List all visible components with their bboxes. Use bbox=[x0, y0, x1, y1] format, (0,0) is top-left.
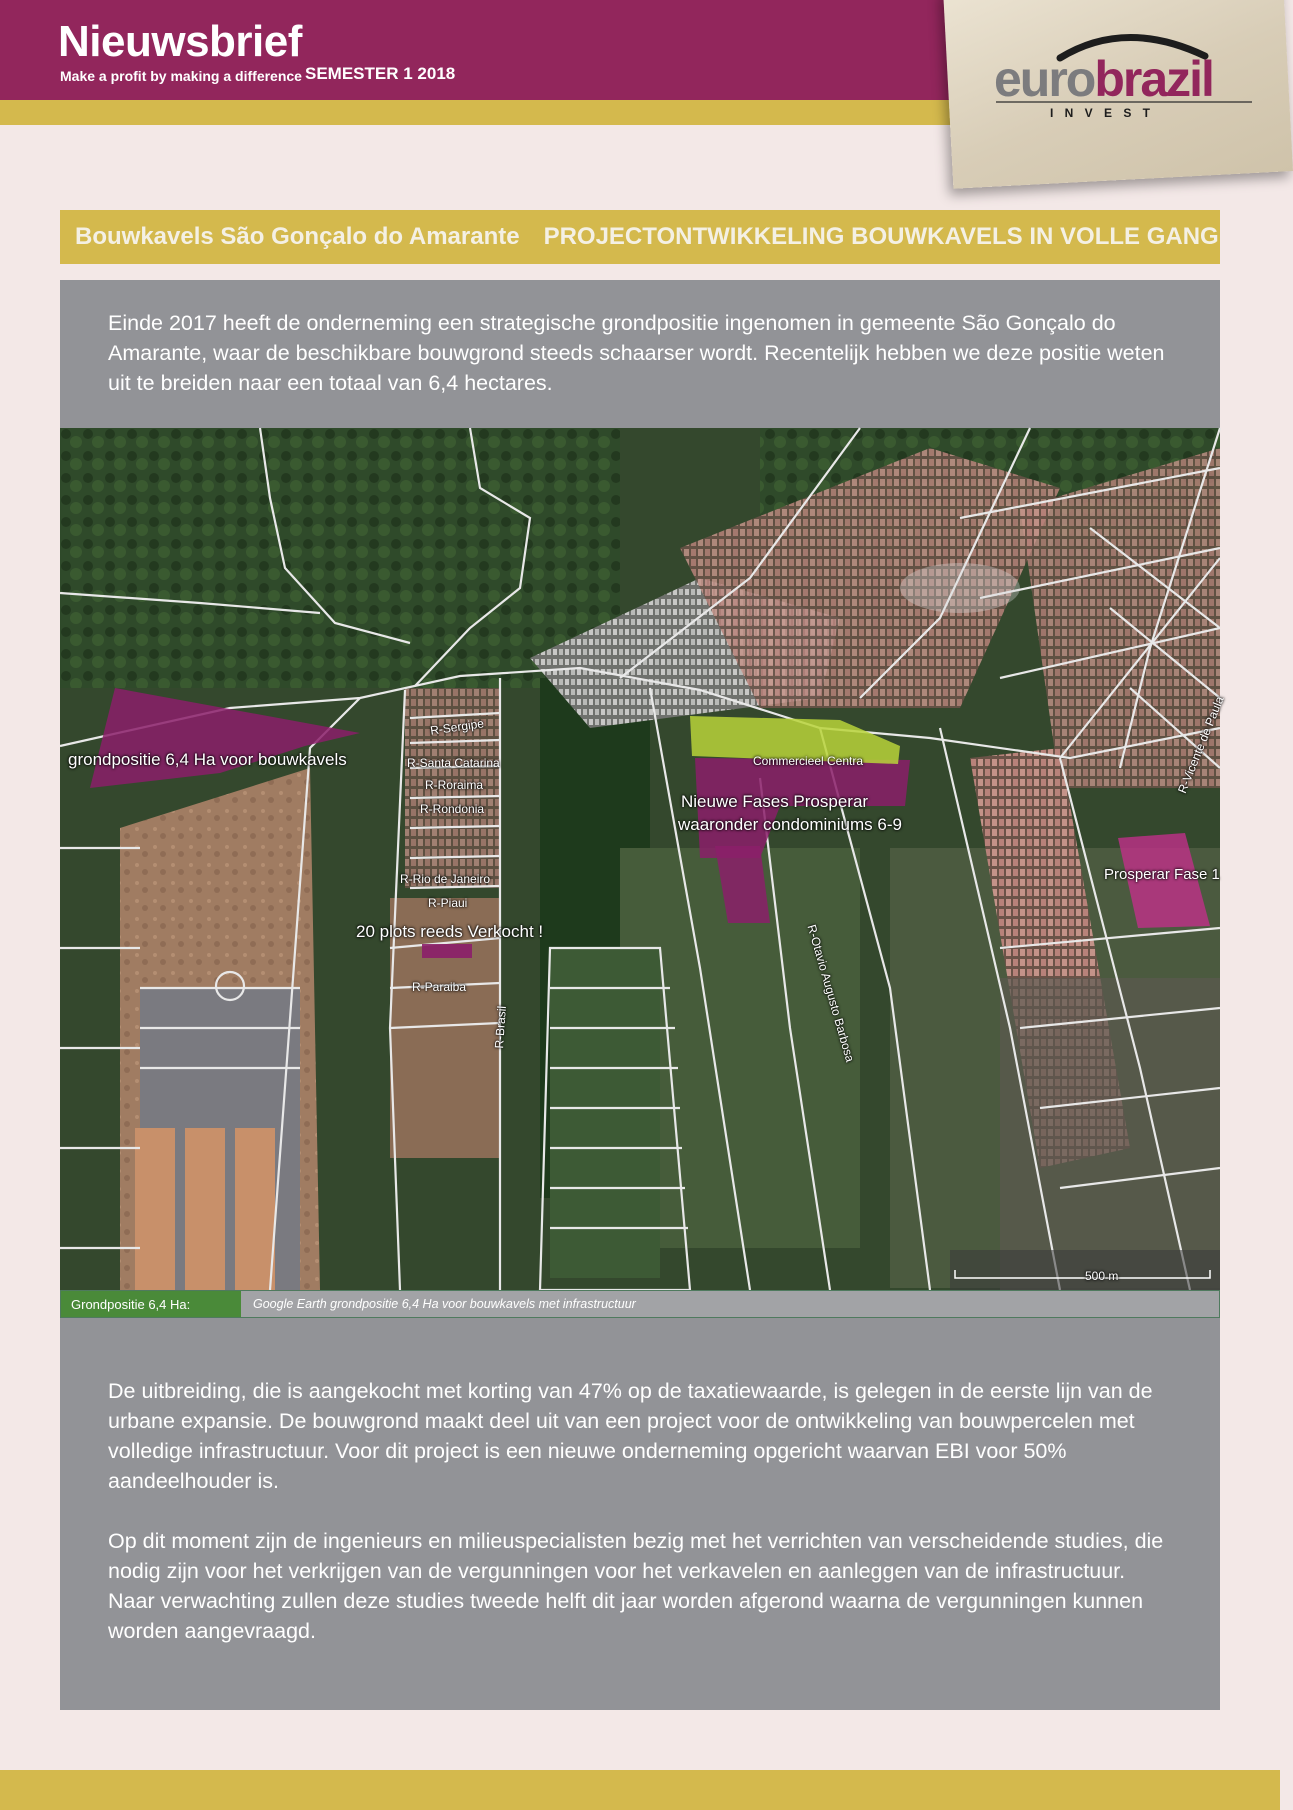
street-otavio-augusto-barbosa: R-Otavio Augusto Barbosa bbox=[804, 923, 858, 1064]
caption-text: Google Earth grondpositie 6,4 Ha voor bouwkavels met infrastructuur bbox=[253, 1297, 636, 1311]
caption-label: Grondpositie 6,4 Ha: bbox=[61, 1291, 241, 1317]
intro-panel bbox=[60, 280, 1220, 428]
eurobrazil-logo bbox=[990, 18, 1260, 128]
logo-brazil-text: brazil bbox=[1094, 51, 1213, 107]
section-title-right: PROJECTONTWIKKELING BOUWKAVELS IN VOLLE GANG bbox=[543, 223, 1219, 250]
street-sergipe: R-Sergipe bbox=[429, 716, 485, 738]
aerial-map-image bbox=[60, 428, 1220, 1290]
header-gold-stripe bbox=[0, 100, 1000, 125]
newsletter-title: Nieuwsbrief bbox=[58, 17, 302, 66]
map-label-fases-1: Nieuwe Fases Prosperar bbox=[681, 792, 869, 811]
street-vicente-de-paula: R-Vicente de Paula bbox=[1175, 694, 1227, 796]
footer-gold-stripe bbox=[0, 1770, 1280, 1810]
body-panel bbox=[60, 1318, 1220, 1710]
section-title-left: Bouwkavels São Gonçalo do Amarante bbox=[75, 223, 520, 250]
map-label-fases-2: waaronder condominiums 6-9 bbox=[678, 815, 902, 834]
logo-euro-text: euro bbox=[994, 51, 1095, 107]
map-label-commercieel: Commercieel Centra bbox=[753, 754, 864, 768]
body-paragraph-1: De uitbreiding, die is aangekocht met korting van 47% op de taxatiewaarde, is gelegen in de eerste lijn van de urbane expansie. De bouwgrond maakt deel uit van een project voor de ontwikkeling van bouwpercelen met volledige infrastructuur. Voor dit project is een nieuwe onderneming opgericht waarvan EBI voor 50% aandeelhouder is. bbox=[108, 1379, 1153, 1493]
section-title-bar bbox=[60, 210, 1220, 264]
aerial-map bbox=[60, 428, 1227, 1290]
map-label-prosperar-fase-1: Prosperar Fase 1 bbox=[1104, 866, 1220, 883]
street-brasil: R-Brasil bbox=[492, 1005, 509, 1049]
body-paragraph-2: Op dit moment zijn de ingenieurs en milieuspecialisten bezig met het verrichten van verscheidende studies, die nodig zijn voor het verkrijgen van de vergunningen voor het verkavelen en aanleggen van de infrastructuur. Naar verwachting zullen deze studies tweede helft dit jaar worden afgerond waarna de vergunningen kunnen worden aangevraagd. bbox=[108, 1529, 1164, 1643]
street-roraima: R-Roraima bbox=[425, 778, 484, 792]
map-label-plots-verkocht: 20 plots reeds Verkocht ! bbox=[356, 922, 544, 941]
map-label-grondpositie: grondpositie 6,4 Ha voor bouwkavels bbox=[68, 750, 347, 769]
logo-invest-text: I N V E S T bbox=[1050, 106, 1155, 120]
street-rondonia: R-Rondonia bbox=[420, 802, 485, 816]
newsletter-tagline: Make a profit by making a difference bbox=[60, 68, 302, 84]
map-scale-label: 500 m bbox=[1085, 1269, 1119, 1283]
street-rio-de-janeiro: R-Rio de Janeiro bbox=[400, 872, 491, 886]
newsletter-semester: SEMESTER 1 2018 bbox=[305, 64, 456, 83]
svg-text:eurobrazil bbox=[994, 51, 1213, 107]
intro-paragraph: Einde 2017 heeft de onderneming een strategische grondpositie ingenomen in gemeente São Gonçalo do Amarante, waar de beschikbare bouwgrond steeds schaarser wordt. Recentelijk hebben we deze positie weten uit te breiden naar een totaal van 6,4 hectares. bbox=[108, 311, 1165, 395]
street-santa-catarina: R-Santa Catarina bbox=[407, 756, 500, 770]
street-piaui: R-Piaui bbox=[428, 896, 468, 910]
parcel-plots bbox=[422, 944, 472, 958]
street-paraiba: R-Paraiba bbox=[412, 980, 467, 994]
map-caption bbox=[60, 1290, 1220, 1318]
